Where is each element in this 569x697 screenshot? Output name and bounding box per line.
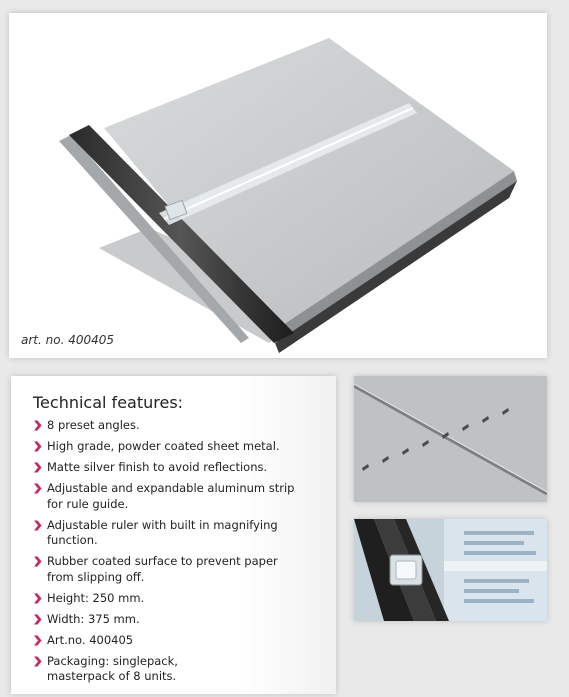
detail-photo-clip <box>354 519 547 621</box>
feature-item <box>33 654 323 685</box>
feature-text: Art.no. 400405 <box>47 632 134 647</box>
feature-item <box>33 518 323 549</box>
features-list <box>33 418 323 690</box>
feature-text: Matte silver finish to avoid reflections. <box>47 460 268 474</box>
chevron-right-icon <box>33 420 42 431</box>
feature-item <box>33 554 323 585</box>
feature-text: Width: 375 mm. <box>47 611 140 626</box>
chevron-right-icon <box>33 656 42 667</box>
feature-text: Adjustable ruler with built in magnifying <box>47 517 278 532</box>
chevron-right-icon <box>33 593 42 604</box>
feature-item <box>33 460 323 476</box>
feature-item <box>33 612 323 628</box>
feature-text: Rubber coated surface to prevent paper <box>47 554 278 568</box>
feature-text: Adjustable and expandable aluminum strip <box>47 481 295 495</box>
chevron-right-icon <box>33 614 42 625</box>
chevron-right-icon <box>33 556 42 567</box>
technical-features-panel <box>11 376 336 694</box>
copy-holder-illustration <box>9 13 547 358</box>
chevron-right-icon <box>33 483 42 494</box>
features-title: Technical features: <box>33 393 184 412</box>
feature-text: 8 preset angles. <box>47 418 140 432</box>
feature-item <box>33 439 323 455</box>
chevron-right-icon <box>33 635 42 646</box>
feature-text: masterpack of 8 units. <box>47 669 177 683</box>
feature-text: function. <box>47 533 98 547</box>
clip-closeup <box>354 519 547 621</box>
product-photo-card <box>9 13 547 358</box>
document-board <box>104 38 514 331</box>
chevron-right-icon <box>33 441 42 452</box>
feature-text: from slipping off. <box>47 569 145 584</box>
chevron-right-icon <box>33 462 42 473</box>
feature-text: Height: 250 mm. <box>47 590 145 605</box>
feature-item <box>33 633 323 649</box>
feature-text: for rule guide. <box>47 496 129 511</box>
feature-item <box>33 481 323 512</box>
feature-item <box>33 591 323 607</box>
feature-item <box>33 418 323 434</box>
detail-photo-notches <box>354 376 547 502</box>
article-number-caption: art. no. 400405 <box>21 333 115 347</box>
feature-text: High grade, powder coated sheet metal. <box>47 439 280 453</box>
chevron-right-icon <box>33 520 42 531</box>
feature-text: Packaging: singlepack, <box>47 653 178 668</box>
notches-closeup <box>354 376 547 502</box>
